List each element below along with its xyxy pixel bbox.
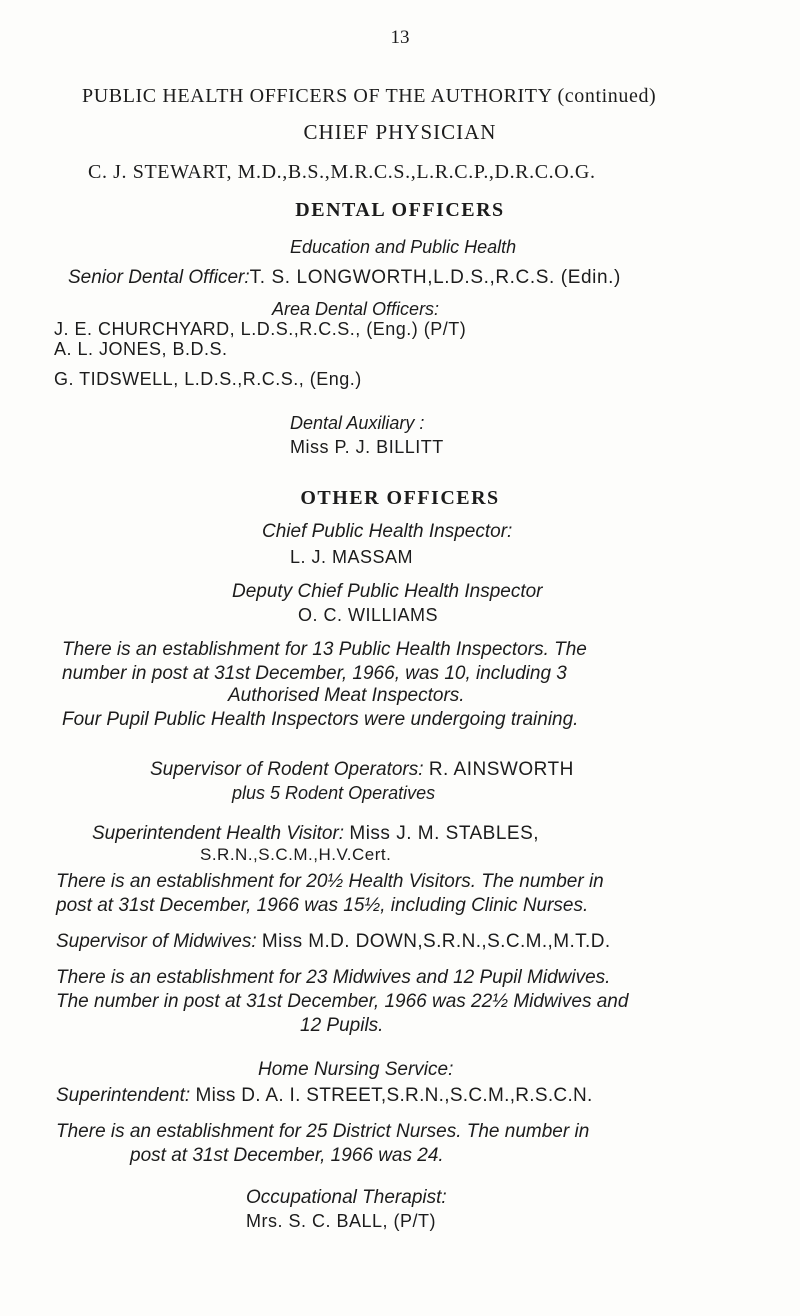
chief-physician-title: CHIEF PHYSICIAN: [303, 120, 497, 144]
rodent-operatives: plus 5 Rodent Operatives: [232, 783, 436, 803]
phi-paragraph-line: number in post at 31st December, 1966, was 10, including 3: [62, 663, 567, 684]
page-heading: PUBLIC HEALTH OFFICERS OF THE AUTHORITY (continued): [82, 85, 657, 107]
senior-dental-officer: [68, 268, 621, 287]
midwives-paragraph-line: The number in post at 31st December, 1966 was 22½ Midwives and: [56, 991, 629, 1012]
dental-officers-title: DENTAL OFFICERS: [295, 199, 505, 221]
rodent-supervisor-label: Supervisor of Rodent Operators:: [150, 759, 424, 780]
hv-paragraph-line: post at 31st December, 1966 was 15½, including Clinic Nurses.: [56, 895, 589, 916]
phi-paragraph-line: Four Pupil Public Health Inspectors were undergoing training.: [62, 709, 579, 730]
chief-physician-name: C. J. STEWART, M.D.,B.S.,M.R.C.S.,L.R.C.P.,D.R.C.O.G.: [88, 161, 596, 183]
hv-paragraph-line: There is an establishment for 20½ Health Visitors. The number in: [56, 871, 604, 892]
senior-dental-name: T. S. LONGWORTH,L.D.S.,R.C.S. (Edin.): [249, 267, 621, 288]
phi-paragraph-line: There is an establishment for 13 Public Health Inspectors. The: [62, 639, 587, 660]
health-visitor-superintendent: [92, 824, 539, 843]
senior-dental-label: Senior Dental Officer:: [68, 267, 250, 288]
occupational-therapist-name: Mrs. S. C. BALL, (P/T): [246, 1211, 437, 1231]
midwives-supervisor-label: Supervisor of Midwives:: [56, 931, 257, 952]
deputy-phi-name: O. C. WILLIAMS: [298, 605, 439, 625]
midwives-paragraph-line: There is an establishment for 23 Midwives and 12 Pupil Midwives.: [56, 967, 611, 988]
occupational-therapist-label: Occupational Therapist:: [246, 1187, 447, 1208]
area-officer-item: A. L. JONES, B.D.S.: [54, 339, 228, 359]
deputy-phi-label: Deputy Chief Public Health Inspector: [232, 581, 543, 602]
dental-auxiliary-name: Miss P. J. BILLITT: [290, 437, 444, 457]
other-officers-title: OTHER OFFICERS: [300, 487, 500, 509]
district-paragraph-line: post at 31st December, 1966 was 24.: [130, 1145, 444, 1166]
area-officer-item: J. E. CHURCHYARD, L.D.S.,R.C.S., (Eng.) (P/T): [54, 319, 467, 339]
home-nursing-label: Superintendent:: [56, 1085, 191, 1106]
home-nursing-superintendent: [56, 1086, 593, 1105]
health-visitor-label: Superintendent Health Visitor:: [92, 823, 345, 844]
dental-subtitle: Education and Public Health: [290, 237, 517, 257]
dental-auxiliary-label: Dental Auxiliary :: [290, 413, 425, 433]
rodent-supervisor: [150, 760, 574, 779]
area-officer-item: G. TIDSWELL, L.D.S.,R.C.S., (Eng.): [54, 369, 362, 389]
home-nursing-name: Miss D. A. I. STREET,S.R.N.,S.C.M.,R.S.C.N.: [195, 1085, 593, 1106]
health-visitor-name: Miss J. M. STABLES,: [349, 823, 540, 844]
home-nursing-title: Home Nursing Service:: [258, 1059, 454, 1080]
midwives-paragraph-line: 12 Pupils.: [300, 1015, 384, 1036]
chief-phi-name: L. J. MASSAM: [290, 547, 414, 567]
midwives-supervisor-name: Miss M.D. DOWN,S.R.N.,S.C.M.,M.T.D.: [261, 931, 611, 952]
phi-paragraph-line: Authorised Meat Inspectors.: [228, 685, 465, 706]
page-number: 13: [390, 27, 410, 48]
rodent-supervisor-name: R. AINSWORTH: [428, 759, 574, 780]
area-dental-label: Area Dental Officers:: [272, 299, 440, 319]
midwives-supervisor: [56, 932, 611, 951]
chief-phi-label: Chief Public Health Inspector:: [262, 521, 513, 542]
district-paragraph-line: There is an establishment for 25 District Nurses. The number in: [56, 1121, 590, 1142]
health-visitor-quals: S.R.N.,S.C.M.,H.V.Cert.: [200, 845, 392, 864]
